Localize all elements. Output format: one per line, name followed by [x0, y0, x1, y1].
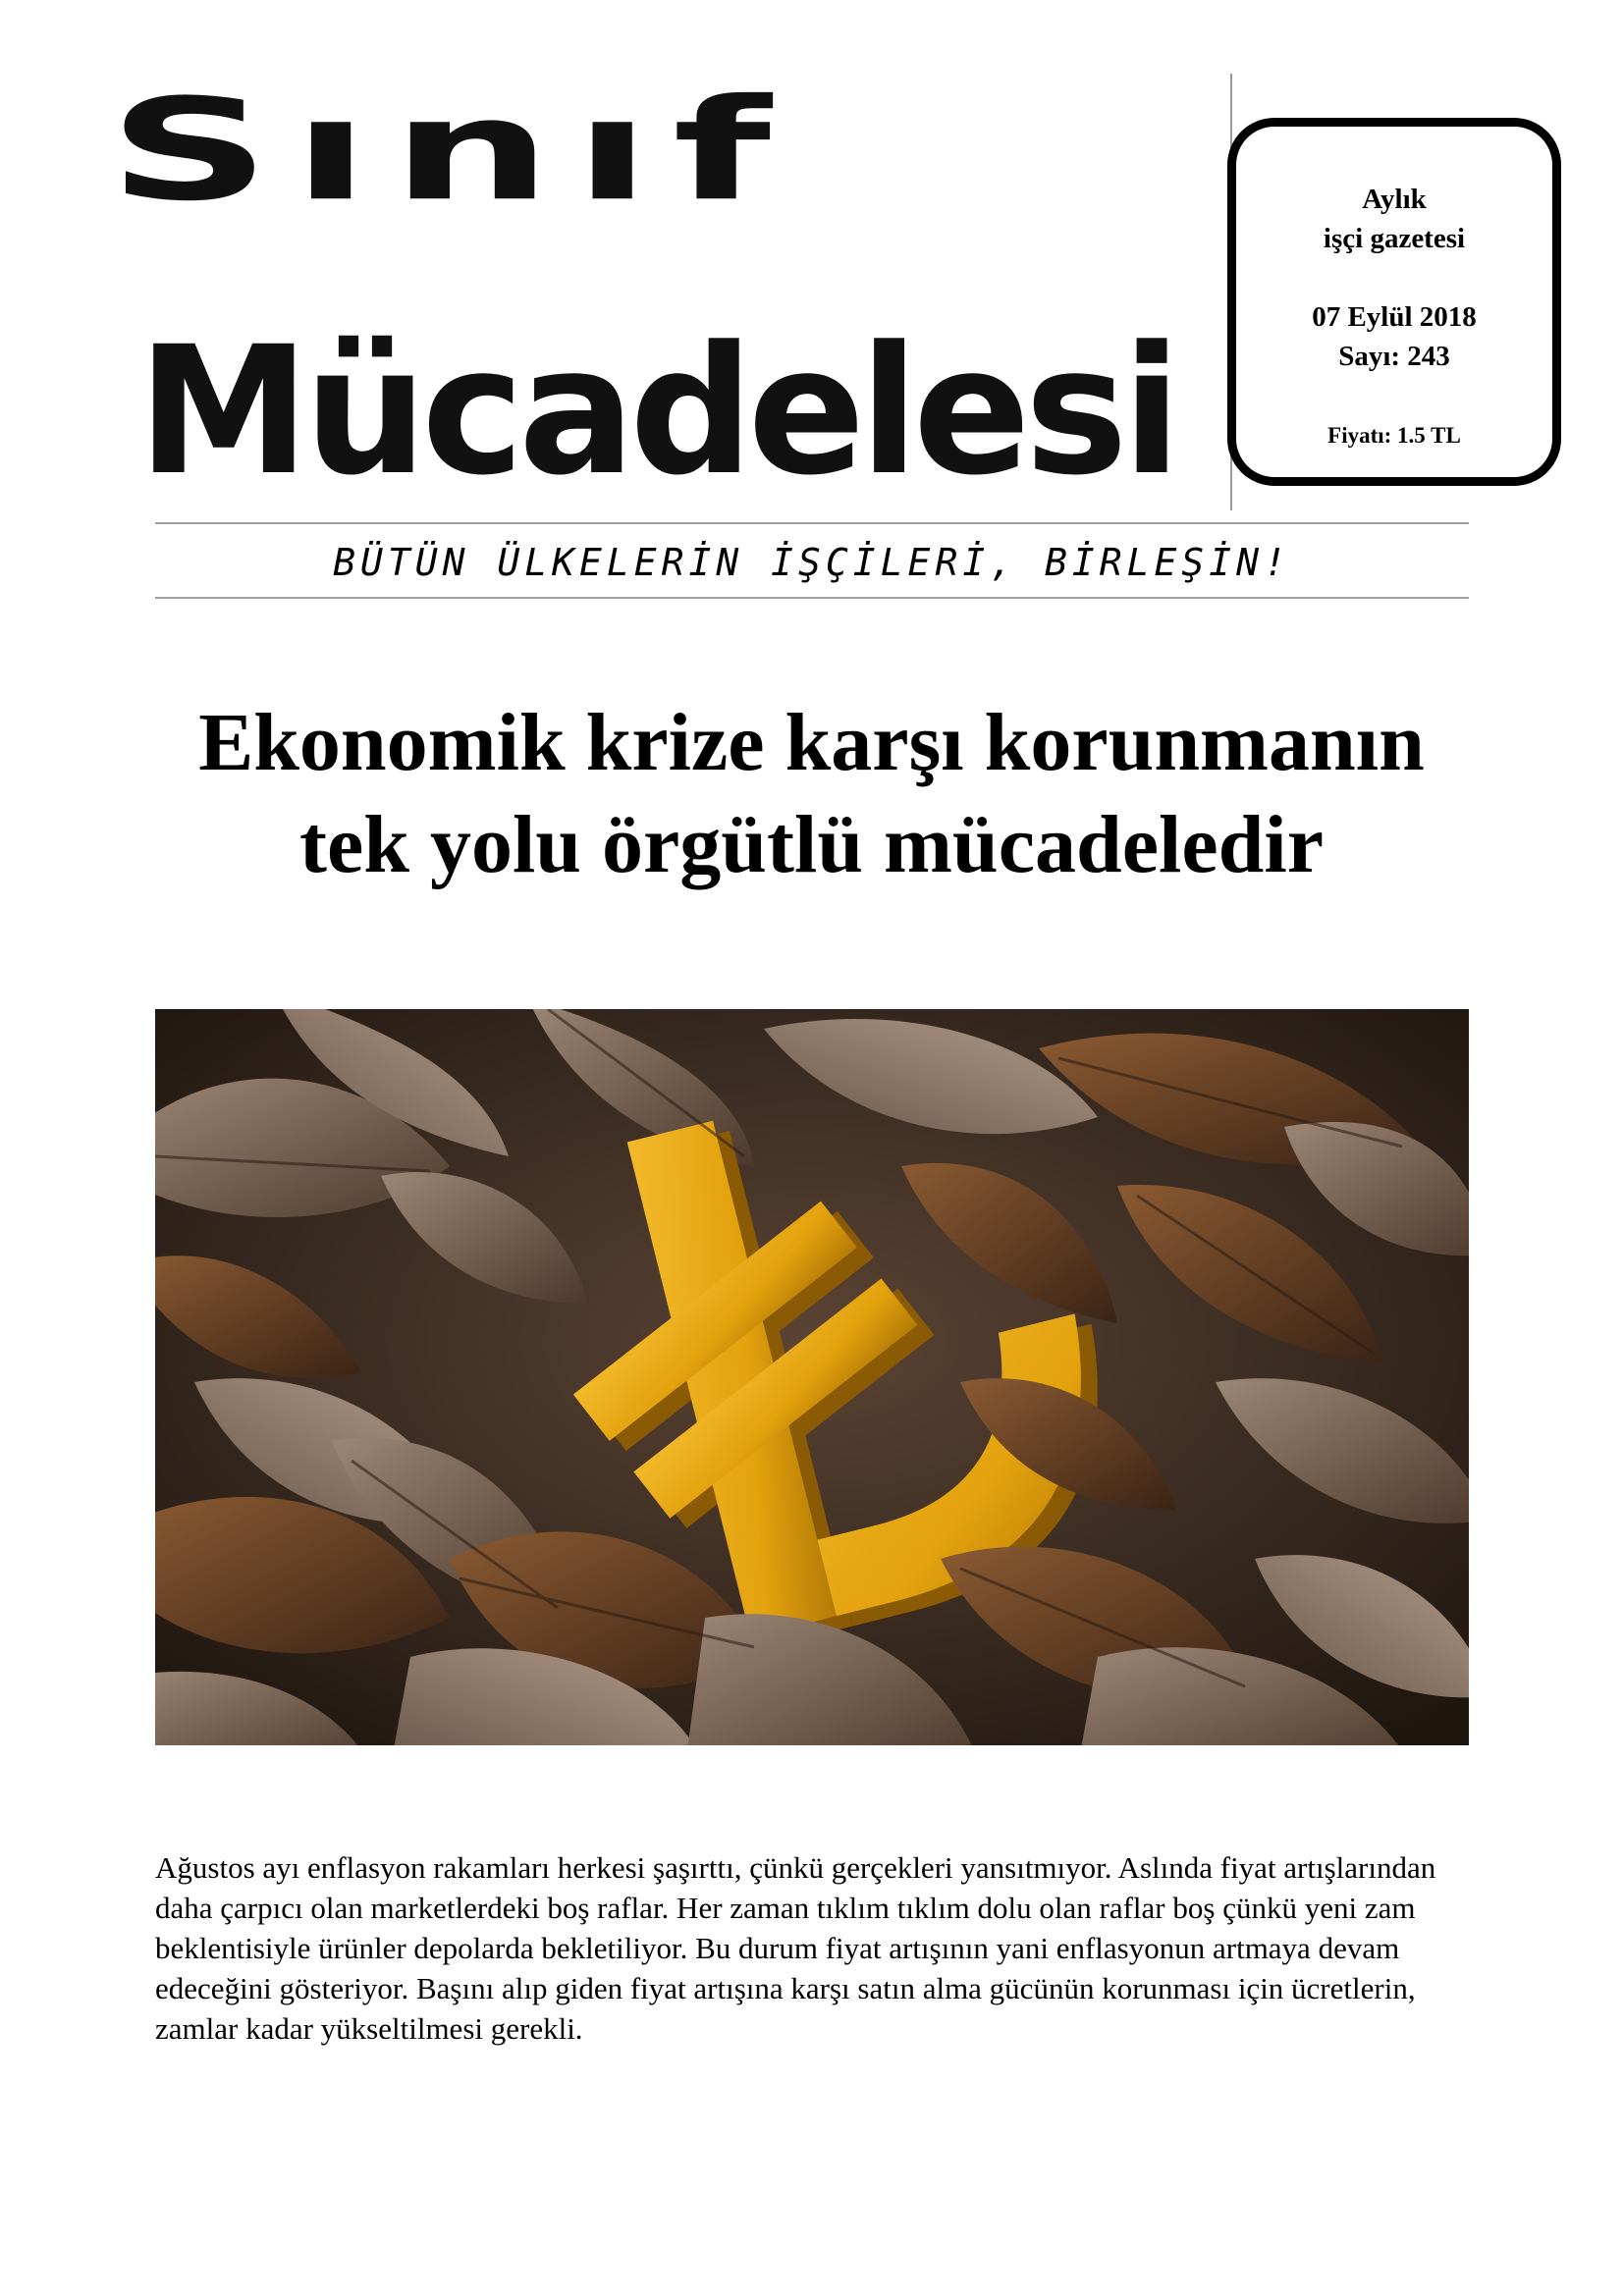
slogan-rule-bottom — [155, 597, 1469, 599]
article-photo — [155, 1009, 1469, 1745]
headline — [98, 692, 1525, 896]
logo-mucadelesi: Mücadelesi — [137, 309, 1176, 514]
frequency-label: Aylık — [1362, 184, 1427, 215]
issue-info-box — [1227, 118, 1561, 486]
lira-leaves-illustration — [155, 1009, 1469, 1745]
issue-number: Sayı: 243 — [1338, 341, 1450, 372]
headline-line-2: tek yolu örgütlü mücadeledir — [299, 799, 1324, 890]
price-label: Fiyatı: 1.5 TL — [1327, 423, 1461, 448]
issue-date: 07 Eylül 2018 — [1312, 301, 1477, 333]
slogan: BÜTÜN ÜLKELERİN İŞÇİLERİ, BİRLEŞİN! — [333, 541, 1291, 584]
paper-type-label: işçi gazetesi — [1323, 223, 1466, 254]
slogan-rule-top — [155, 522, 1469, 524]
article-body: Ağustos ayı enflasyon rakamları herkesi şaşırttı, çünkü gerçekleri yansıtmıyor. Aslında fiyat artışlarından daha çarpıcı olan marketlerdeki boş raflar. Her zaman tıklım tıklım dolu olan raflar boş çünkü yeni zam beklentisiyle ürünler depolarda bekletiliyor. Bu durum fiyat artışının yani enflasyonun artmaya devam edeceğini gösteriyor. Başını alıp giden fiyat artışına karşı satın alma gücünün korunması için ücretlerin, zamlar kadar yükseltilmesi gerekli. — [155, 1850, 1436, 2046]
masthead — [0, 0, 1623, 514]
headline-line-1: Ekonomik krize karşı korunmanın — [198, 697, 1425, 788]
logo-sinif: Sınıf — [108, 69, 793, 233]
